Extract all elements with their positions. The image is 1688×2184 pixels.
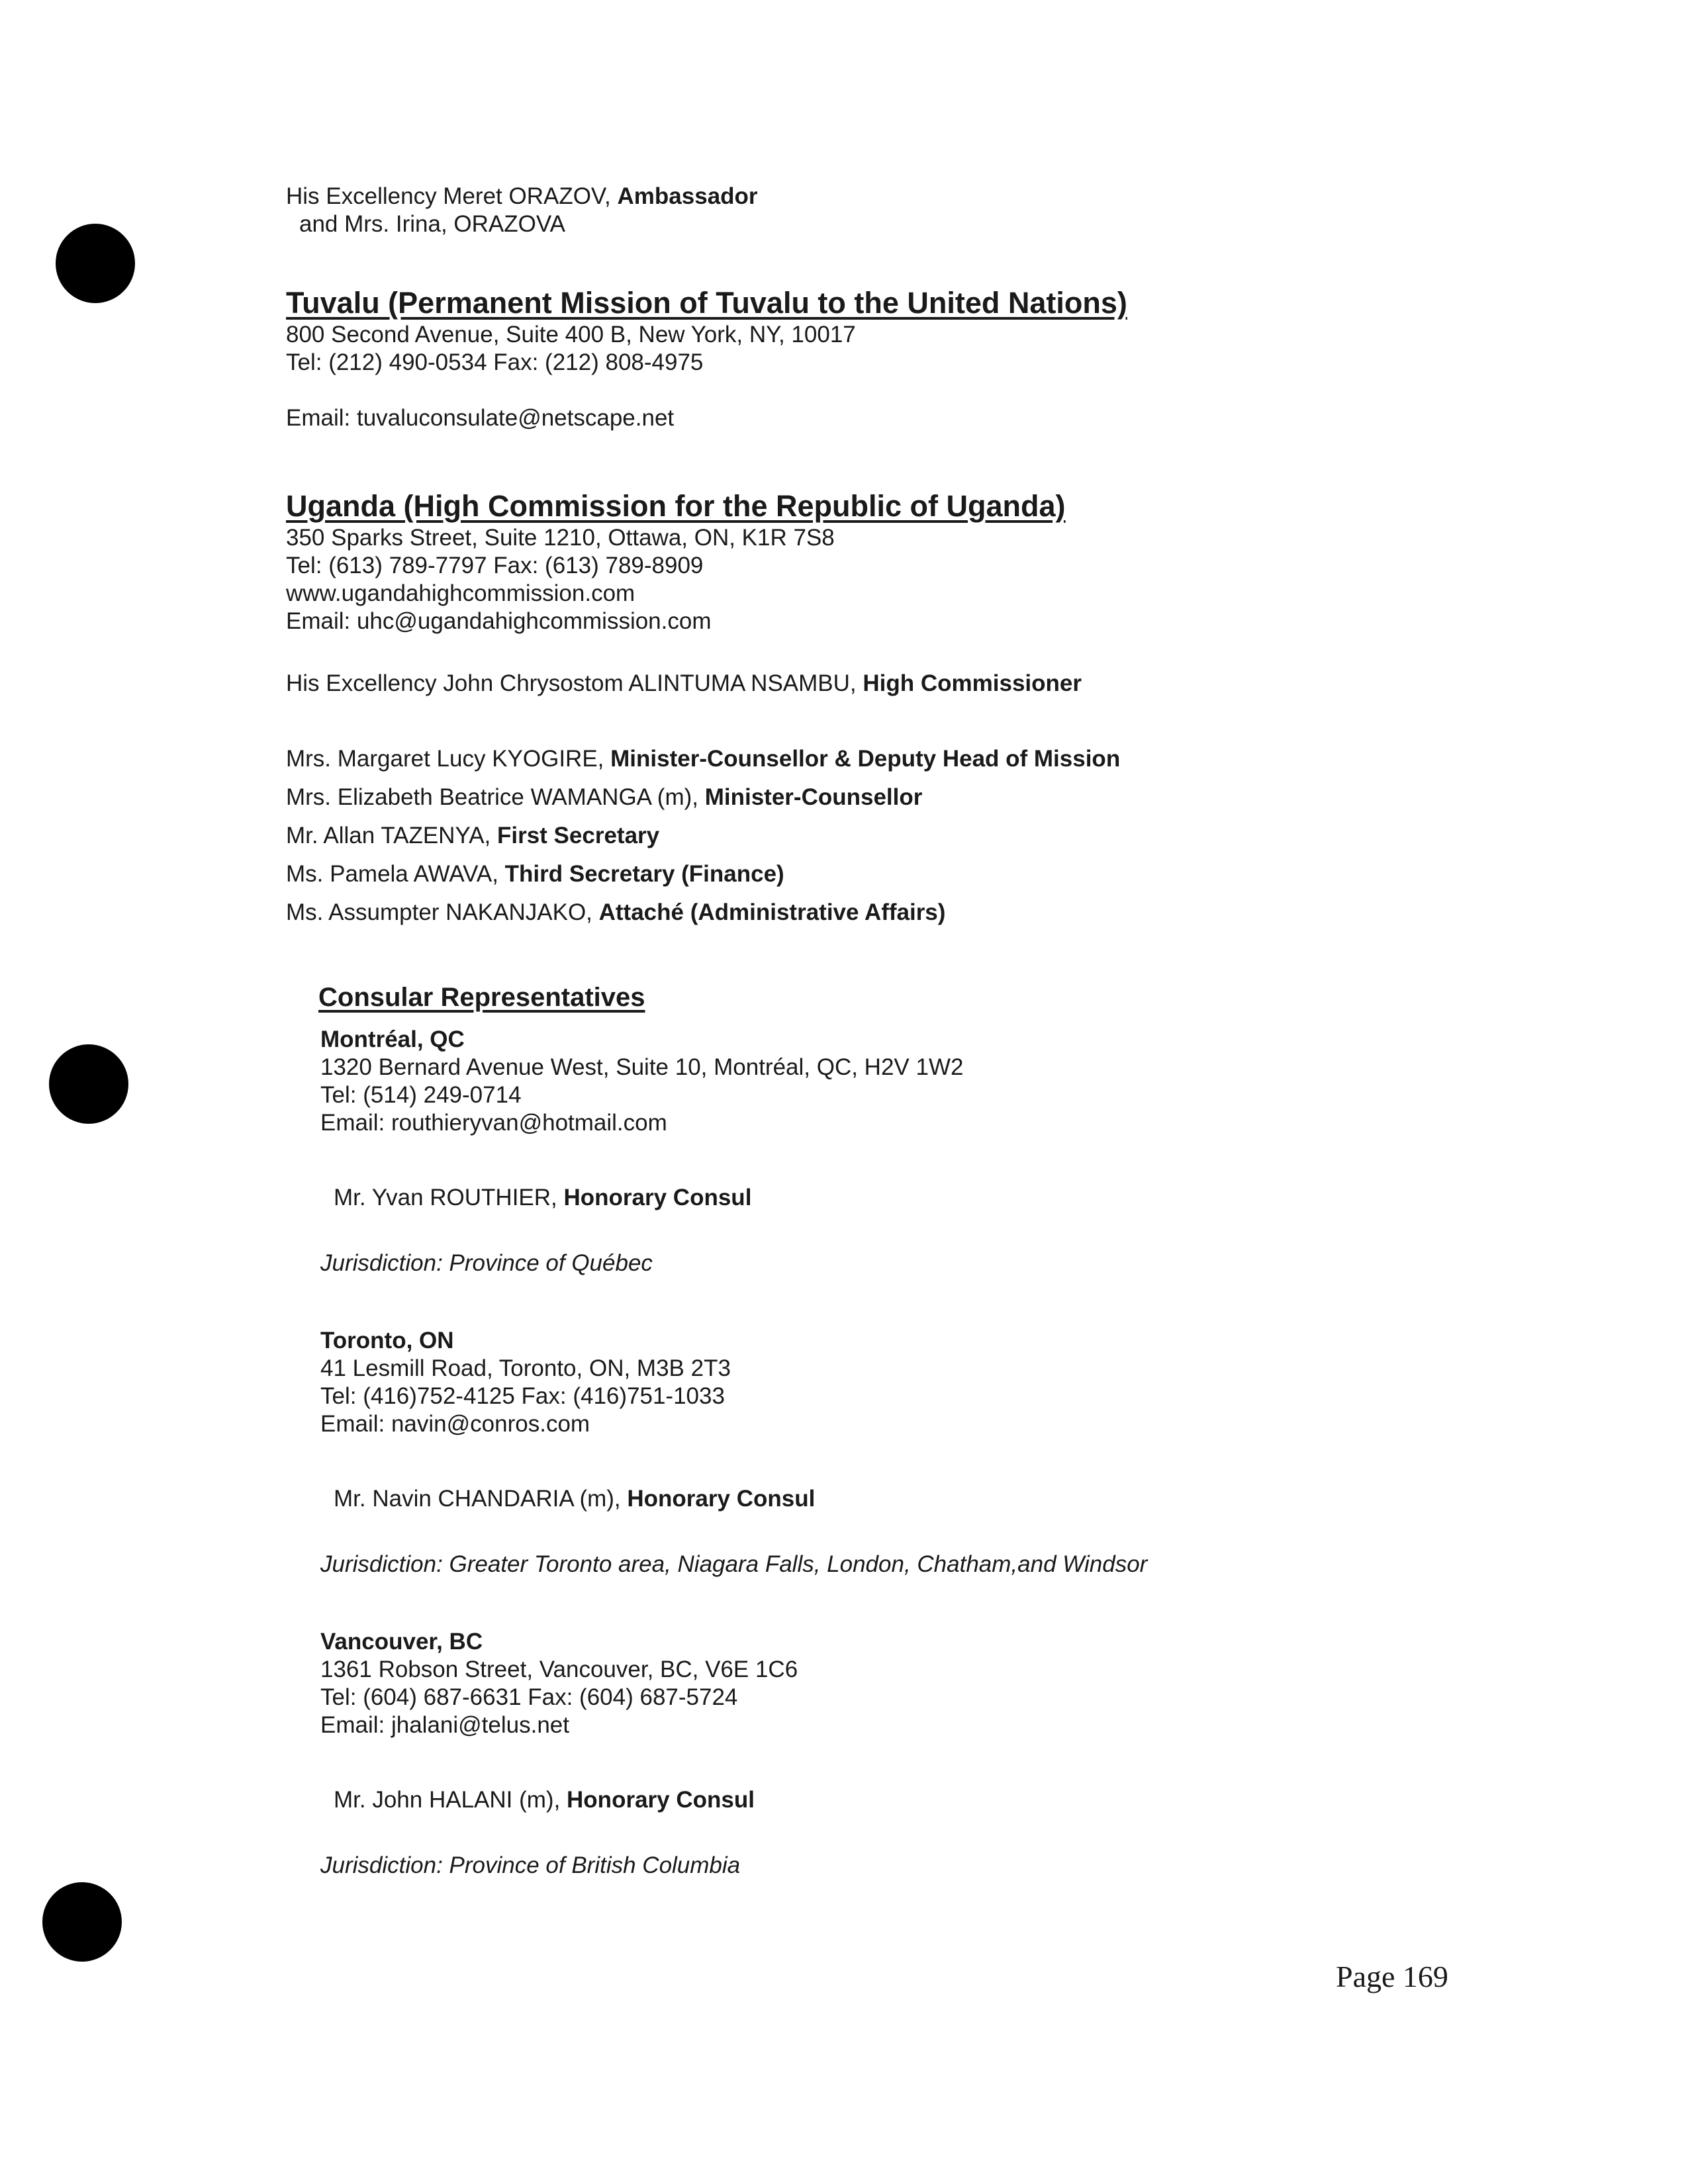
uganda-website: www.ugandahighcommission.com	[286, 580, 635, 606]
staff-title: Minister-Counsellor & Deputy Head of Mission	[610, 746, 1121, 772]
office-jurisdiction: Jurisdiction: Greater Toronto area, Niagara Falls, London, Chatham,and Windsor	[320, 1551, 1148, 1577]
consul-title: Honorary Consul	[563, 1185, 752, 1210]
staff-title: Minister-Counsellor	[704, 784, 923, 810]
office-email: Email: navin@conros.com	[320, 1411, 590, 1437]
office-phone: Tel: (416)752-4125 Fax: (416)751-1033	[320, 1383, 725, 1409]
punch-hole-middle	[49, 1044, 128, 1124]
office-city: Toronto, ON	[320, 1328, 454, 1353]
tuvalu-heading: Tuvalu (Permanent Mission of Tuvalu to the United Nations)	[286, 286, 1127, 320]
office-consul	[334, 1786, 755, 1814]
staff-title: Third Secretary (Finance)	[504, 861, 784, 887]
staff-item	[286, 899, 1120, 937]
punch-hole-bottom	[42, 1882, 122, 1962]
tuvalu-phone: Tel: (212) 490-0534 Fax: (212) 808-4975	[286, 349, 704, 375]
uganda-phone: Tel: (613) 789-7797 Fax: (613) 789-8909	[286, 553, 704, 578]
staff-item	[286, 745, 1120, 784]
office-email: Email: routhieryvan@hotmail.com	[320, 1110, 667, 1136]
head-title: High Commissioner	[863, 670, 1082, 696]
consular-heading: Consular Representatives	[318, 983, 645, 1012]
page-number: Page 169	[1336, 1960, 1448, 1993]
consul-name: Mr. John HALANI (m),	[334, 1787, 567, 1813]
office-address: 41 Lesmill Road, Toronto, ON, M3B 2T3	[320, 1355, 731, 1381]
office-phone: Tel: (514) 249-0714	[320, 1082, 522, 1108]
ambassador-line	[286, 183, 758, 210]
staff-name: Mr. Allan TAZENYA,	[286, 823, 497, 848]
staff-name: Ms. Pamela AWAVA,	[286, 861, 505, 887]
tuvalu-section	[286, 285, 1127, 432]
consular-office-vancouver	[320, 1628, 798, 1739]
tuvalu-address: 800 Second Avenue, Suite 400 B, New York, NY, 10017	[286, 322, 856, 347]
consul-name: Mr. Yvan ROUTHIER,	[334, 1185, 564, 1210]
uganda-heading: Uganda (High Commission for the Republic of Uganda)	[286, 489, 1066, 523]
staff-title: First Secretary	[496, 823, 660, 848]
staff-name: Mrs. Elizabeth Beatrice WAMANGA (m),	[286, 784, 705, 810]
consul-title: Honorary Consul	[567, 1787, 755, 1813]
uganda-section	[286, 488, 1066, 635]
office-jurisdiction: Jurisdiction: Province of British Columbia	[320, 1852, 741, 1878]
office-address: 1361 Robson Street, Vancouver, BC, V6E 1C6	[320, 1657, 798, 1682]
consul-title: Honorary Consul	[627, 1486, 816, 1512]
staff-item	[286, 860, 1120, 899]
tuvalu-email: Email: tuvaluconsulate@netscape.net	[286, 405, 675, 431]
staff-title: Attaché (Administrative Affairs)	[598, 899, 946, 925]
uganda-address: 350 Sparks Street, Suite 1210, Ottawa, ON, K1R 7S8	[286, 525, 835, 551]
ambassador-spouse: and Mrs. Irina, ORAZOVA	[299, 211, 565, 237]
office-city: Vancouver, BC	[320, 1629, 483, 1655]
office-city: Montréal, QC	[320, 1026, 465, 1052]
uganda-staff-list	[286, 745, 1120, 937]
staff-item	[286, 784, 1120, 822]
consular-office-montreal	[320, 1026, 963, 1137]
head-name: His Excellency John Chrysostom ALINTUMA NSAMBU,	[286, 670, 863, 696]
office-email: Email: jhalani@telus.net	[320, 1712, 569, 1738]
staff-item	[286, 822, 1120, 860]
office-consul	[334, 1485, 815, 1513]
punch-hole-top	[56, 224, 135, 303]
office-phone: Tel: (604) 687-6631 Fax: (604) 687-5724	[320, 1684, 738, 1710]
uganda-head-of-mission	[286, 670, 1082, 698]
staff-name: Ms. Assumpter NAKANJAKO,	[286, 899, 599, 925]
ambassador-block	[286, 183, 758, 238]
consul-name: Mr. Navin CHANDARIA (m),	[334, 1486, 628, 1512]
office-jurisdiction: Jurisdiction: Province of Québec	[320, 1250, 653, 1276]
staff-name: Mrs. Margaret Lucy KYOGIRE,	[286, 746, 611, 772]
ambassador-title: Ambassador	[617, 183, 758, 209]
consular-office-toronto	[320, 1327, 731, 1438]
office-address: 1320 Bernard Avenue West, Suite 10, Montréal, QC, H2V 1W2	[320, 1054, 964, 1080]
office-consul	[334, 1184, 751, 1212]
uganda-email: Email: uhc@ugandahighcommission.com	[286, 608, 712, 634]
ambassador-name: His Excellency Meret ORAZOV,	[286, 183, 618, 209]
